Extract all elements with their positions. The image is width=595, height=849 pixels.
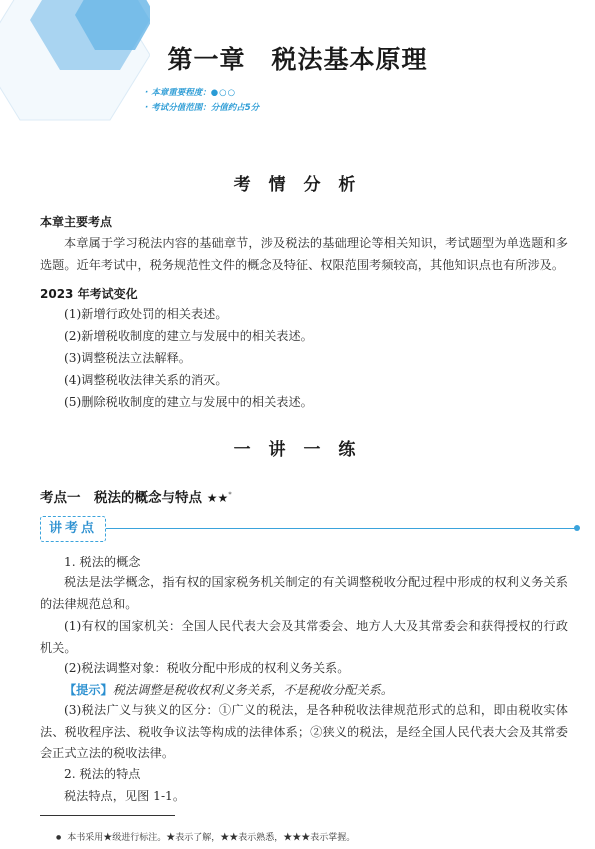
hint-text: 税法调整是税收权利义务关系，不是税收分配关系。 (112, 683, 394, 697)
footnote-rule (40, 815, 175, 816)
star-rating: ★★ (206, 491, 229, 505)
point-2: (2)税法调整对象：税收分配中形成的权利义务关系。 (64, 661, 350, 675)
hint (64, 681, 393, 698)
definition-text: 税法是法学概念，指有权的国家税务机关制定的有关调整税收分配过程中形成的权利义务关系的法律规范总和。 (40, 575, 568, 611)
main-points-text: 本章属于学习税法内容的基础章节，涉及税法的基础理论等相关知识，考试题型为单选题和多选题。近年考试中，税务规范性文件的概念及特征、权限范围考频较高，其他知识点也有所涉及。 (40, 236, 568, 272)
divider (106, 528, 576, 529)
point-3: (3)税法广义与狭义的区分：①广义的税法，是各种税收法律规范形式的总和，即由税收实体法、税收程序法、税收争议法等构成的法律体系；②狭义的税法，是经全国人民代表大会及其常委会正式立法的税收法律。 (40, 703, 568, 760)
change-item: (5)删除税收制度的建立与发展中的相关表述。 (64, 395, 313, 409)
footnote-text: 本书采用★级进行标注。★表示了解，★★表示熟悉，★★★表示掌握。 (67, 833, 356, 843)
main-points-label: 本章主要考点 (40, 215, 113, 229)
subsection-title: 2. 税法的特点 (64, 767, 141, 781)
importance-line (145, 86, 236, 98)
importance-circles: ●○○ (210, 88, 237, 98)
score-label: 考试分值范围：分值约占5分 (151, 103, 260, 113)
change-item: (2)新增税收制度的建立与发展中的相关表述。 (64, 329, 313, 343)
footnote-mark: * (228, 490, 232, 499)
point-1: (1)有权的国家机关：全国人民代表大会及其常委会、地方人大及其常委会和获得授权的行政机关。 (40, 619, 568, 655)
chapter-title: 第一章 税法基本原理 (167, 45, 428, 74)
subsection-title: 1. 税法的概念 (64, 555, 141, 569)
keypoint-title-text: 考点一 税法的概念与特点 (40, 490, 202, 506)
change-item: (1)新增行政处罚的相关表述。 (64, 307, 228, 321)
change-item: (4)调整税收法律关系的消灭。 (64, 373, 228, 387)
jiangkaodian-label: 讲考点 (40, 516, 106, 542)
practice-heading: 一 讲 一 练 (233, 440, 362, 460)
bullet-icon: ● (56, 834, 62, 841)
importance-label: 本章重要程度： (151, 88, 211, 98)
change-item: (3)调整税法立法解释。 (64, 351, 191, 365)
figure-reference: 税法特点，见图 1-1。 (64, 789, 186, 803)
analysis-heading: 考 情 分 析 (233, 175, 362, 195)
score-line (145, 101, 259, 113)
keypoint-title (40, 486, 232, 506)
bullet-icon: · (145, 103, 149, 113)
hint-label: 【提示】 (64, 683, 113, 697)
divider-dot (574, 525, 580, 531)
bullet-icon: · (145, 88, 149, 98)
changes-label: 2023 年考试变化 (40, 287, 138, 301)
footnote (56, 830, 355, 843)
